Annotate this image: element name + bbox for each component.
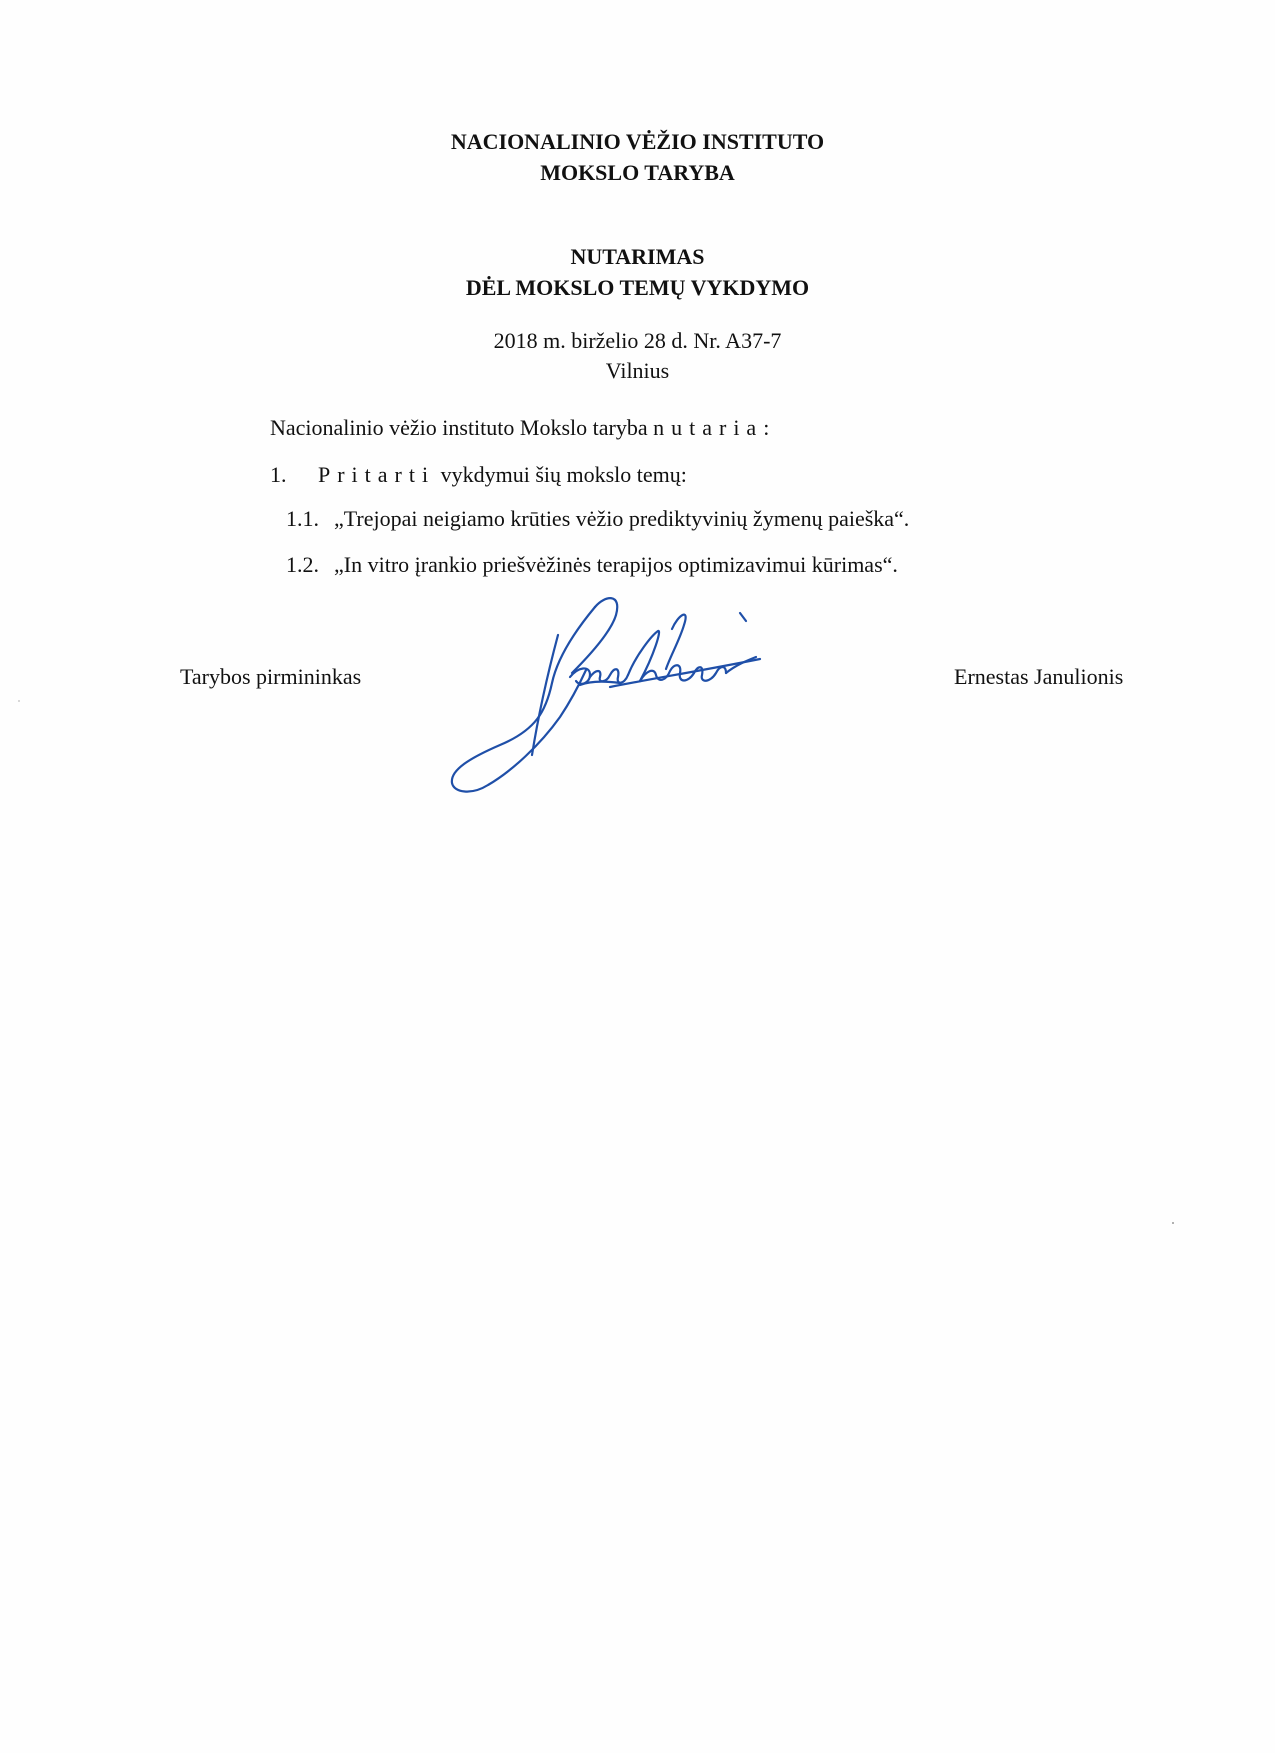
signatory-name: Ernestas Janulionis: [954, 664, 1124, 689]
scan-speck: [1172, 1222, 1174, 1224]
title-subject: DĖL MOKSLO TEMŲ VYKDYMO: [465, 275, 810, 300]
institution-heading: [0, 126, 1275, 188]
item-1-number: 1.: [270, 462, 287, 487]
handwritten-signature: [440, 595, 810, 795]
document-title: [0, 241, 1275, 303]
sub-item-text: „In vitro įrankio priešvėžinės terapijos optimizavimui kūrimas“.: [334, 552, 898, 577]
sub-item-number: 1.1.: [286, 506, 319, 531]
intro-end: :: [763, 415, 770, 440]
council-name: MOKSLO TARYBA: [540, 160, 735, 185]
institution-name: NACIONALINIO VĖŽIO INSTITUTO: [450, 129, 825, 154]
signatory-role: Tarybos pirmininkas: [180, 664, 362, 689]
place: Vilnius: [605, 358, 670, 383]
item-1-text: vykdymui šių mokslo temų:: [435, 462, 687, 487]
intro-paragraph: [270, 413, 769, 443]
sub-item-1-2: [286, 550, 898, 580]
intro-spaced-word: nutaria: [653, 415, 764, 440]
date-number: 2018 m. birželio 28 d. Nr. A37-7: [493, 328, 782, 353]
item-1: [270, 460, 687, 490]
item-1-spaced-word: Pritarti: [318, 462, 436, 487]
scan-speck: [18, 700, 20, 702]
sub-item-1-1: [286, 504, 909, 534]
sub-item-text: „Trejopai neigiamo krūties vėžio prediktyvinių žymenų paieška“.: [334, 506, 910, 531]
title-type: NUTARIMAS: [570, 244, 705, 269]
intro-text: Nacionalinio vėžio instituto Mokslo taryba: [270, 415, 654, 440]
sub-item-number: 1.2.: [286, 552, 319, 577]
